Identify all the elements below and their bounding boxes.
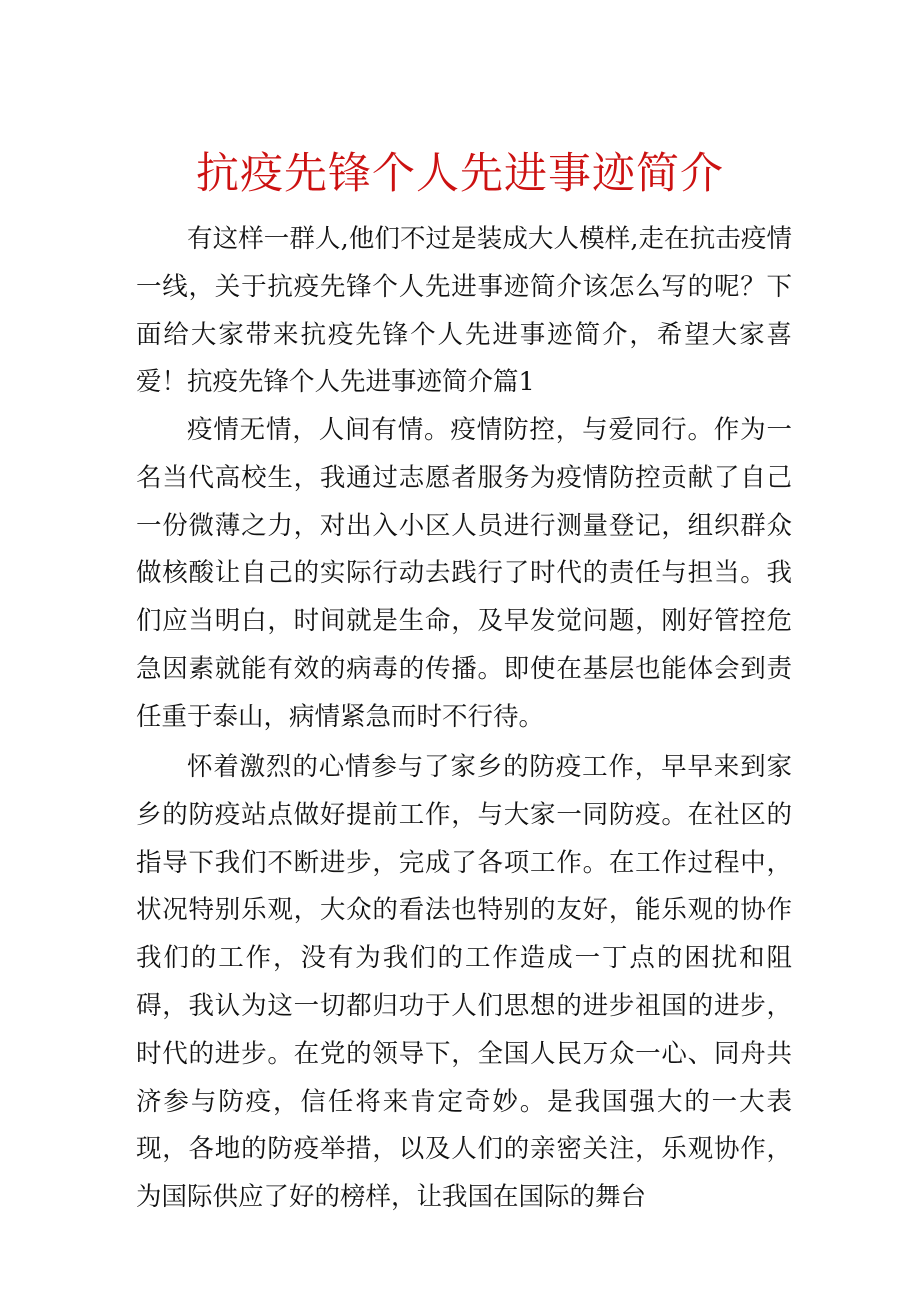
body-paragraph-1: 疫情无情，人间有情。疫情防控，与爱同行。作为一名当代高校生，我通过志愿者服务为疫情防控贡献了自己一份微薄之力，对出入小区人员进行测量登记，组织群众做核酸让自己的实际行动去践行了时代的责任与担当。我们应当明白，时间就是生命，及早发觉问题，刚好管控危急因素就能有效的病毒的传播。即使在基层也能体会到责任重于泰山，病情紧急而时不行待。 — [136, 415, 792, 732]
document-title: 抗疫先锋个人先进事迹简介 — [196, 149, 724, 199]
section-heading: 抗疫先锋个人先进事迹简介篇1 — [187, 367, 535, 397]
body-paragraph-2: 怀着激烈的心情参与了家乡的防疫工作，早早来到家乡的防疫站点做好提前工作，与大家一同防疫。在社区的指导下我们不断进步，完成了各项工作。在工作过程中，状况特别乐观，大众的看法也特别的友好，能乐观的协作我们的工作，没有为我们的工作造成一丁点的困扰和阻碍，我认为这一切都归功于人们思想的进步祖国的进步，时代的进步。在党的领导下，全国人民万众一心、同舟共济参与防疫，信任将来肯定奇妙。是我国强大的一大表现，各地的防疫举措，以及人们的亲密关注，乐观协作，为国际供应了好的榜样，让我国在国际的舞台 — [136, 752, 792, 1213]
intro-paragraph: 有这样一群人,他们不过是装成大人模样,走在抗击疫情一线，关于抗疫先锋个人先进事迹简介该怎么写的呢？下面给大家带来抗疫先锋个人先进事迹简介，希望大家喜爱！ — [136, 224, 792, 398]
